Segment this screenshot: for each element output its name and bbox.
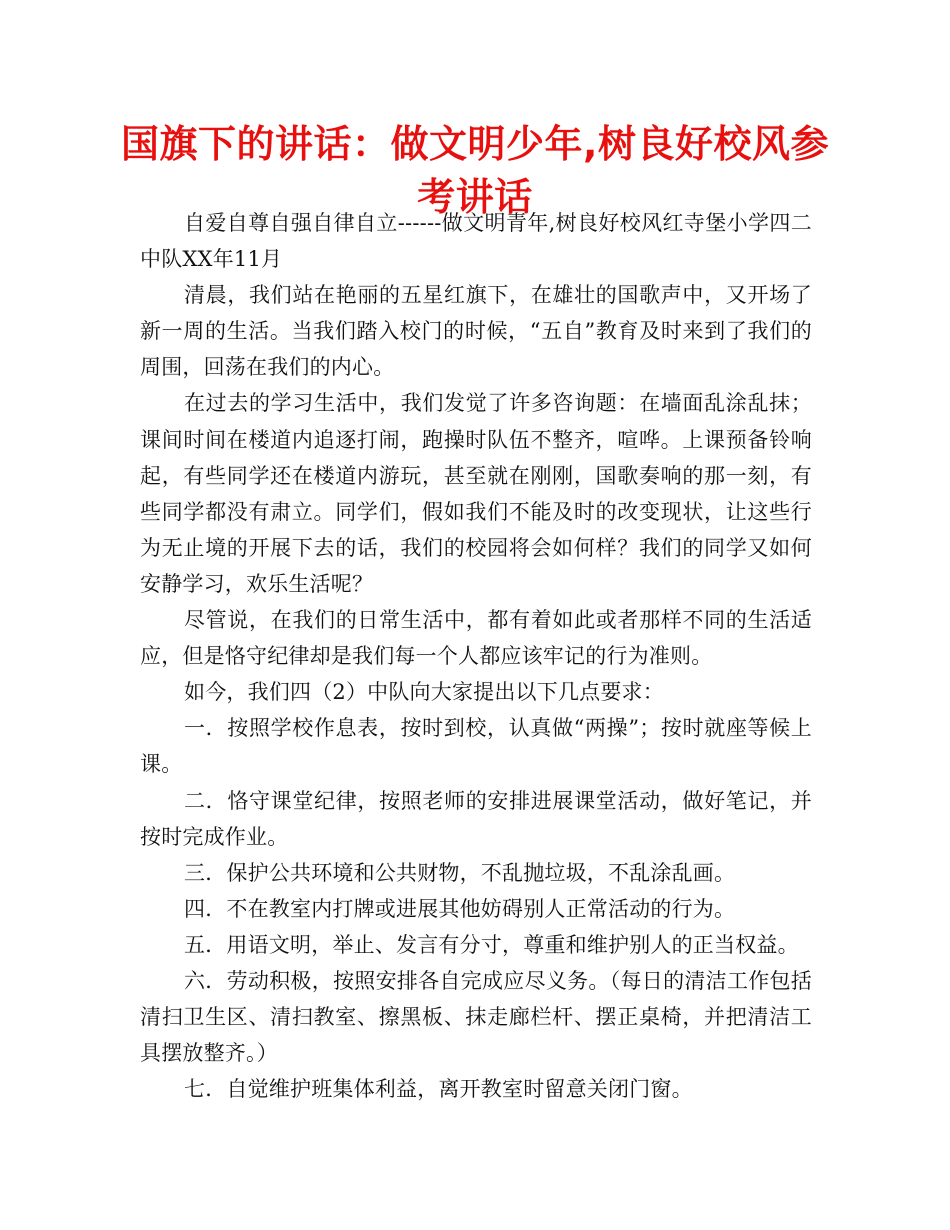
- requirement-item-3: 三．保护公共环境和公共财物，不乱抛垃圾，不乱涂乱画。: [184, 860, 736, 885]
- paragraph-morning: 清晨，我们站在艳丽的五星红旗下，在雄壮的国歌声中，又开场了新一周的生活。当我们踏入校门的时候，“五自”教育及时来到了我们的周围，回荡在我们的内心。: [140, 283, 812, 380]
- requirement-item-2: 二．恪守课堂纪律，按照老师的安排进展课堂活动，做好笔记，并按时完成作业。: [140, 788, 812, 849]
- requirement-item-1: 一．按照学校作息表，按时到校，认真做“两操”；按时就座等候上课。: [140, 716, 812, 777]
- paragraph-requirements-intro: 如今，我们四（2）中队向大家提出以下几点要求：: [184, 680, 664, 705]
- paragraph-problems: 在过去的学习生活中，我们发觉了许多咨询题：在墙面乱涂乱抹；课间时间在楼道内追逐打闹，跑操时队伍不整齐，喧哗。上课预备铃响起，有些同学还在楼道内游玩，甚至就在刚刚，国歌奏响的那一刻，有些同学都没有肃立。同学们，假如我们不能及时的改变现状，让这些行为无止境的开展下去的话，我们的校园将会如何样？我们的同学又如何安静学习，欢乐生活呢？: [140, 391, 812, 596]
- paragraph-header-line: 自爱自尊自强自律自立------做文明青年,树良好校风红寺堡小学四二中队XX年11月: [140, 211, 812, 272]
- requirement-item-7: 七．自觉维护班集体利益，离开教室时留意关闭门窗。: [184, 1077, 693, 1102]
- document-title: 国旗下的讲话：做文明少年,树良好校风参考讲话: [121, 122, 829, 219]
- requirement-item-5: 五．用语文明，举止、发言有分寸，尊重和维护别人的正当权益。: [184, 932, 799, 957]
- requirement-item-4: 四．不在教室内打牌或进展其他妨碍别人正常活动的行为。: [184, 896, 736, 921]
- requirement-item-6: 六．劳动积极，按照安排各自完成应尽义务。（每日的清洁工作包括清扫卫生区、清扫教室、擦黑板、抹走廊栏杆、摆正桌椅，并把清洁工具摆放整齐。）: [140, 968, 812, 1066]
- document-body: [140, 205, 812, 1107]
- paragraph-discipline: 尽管说，在我们的日常生活中，都有着如此或者那样不同的生活适应，但是恪守纪律却是我们每一个人都应该牢记的行为准则。: [140, 608, 812, 669]
